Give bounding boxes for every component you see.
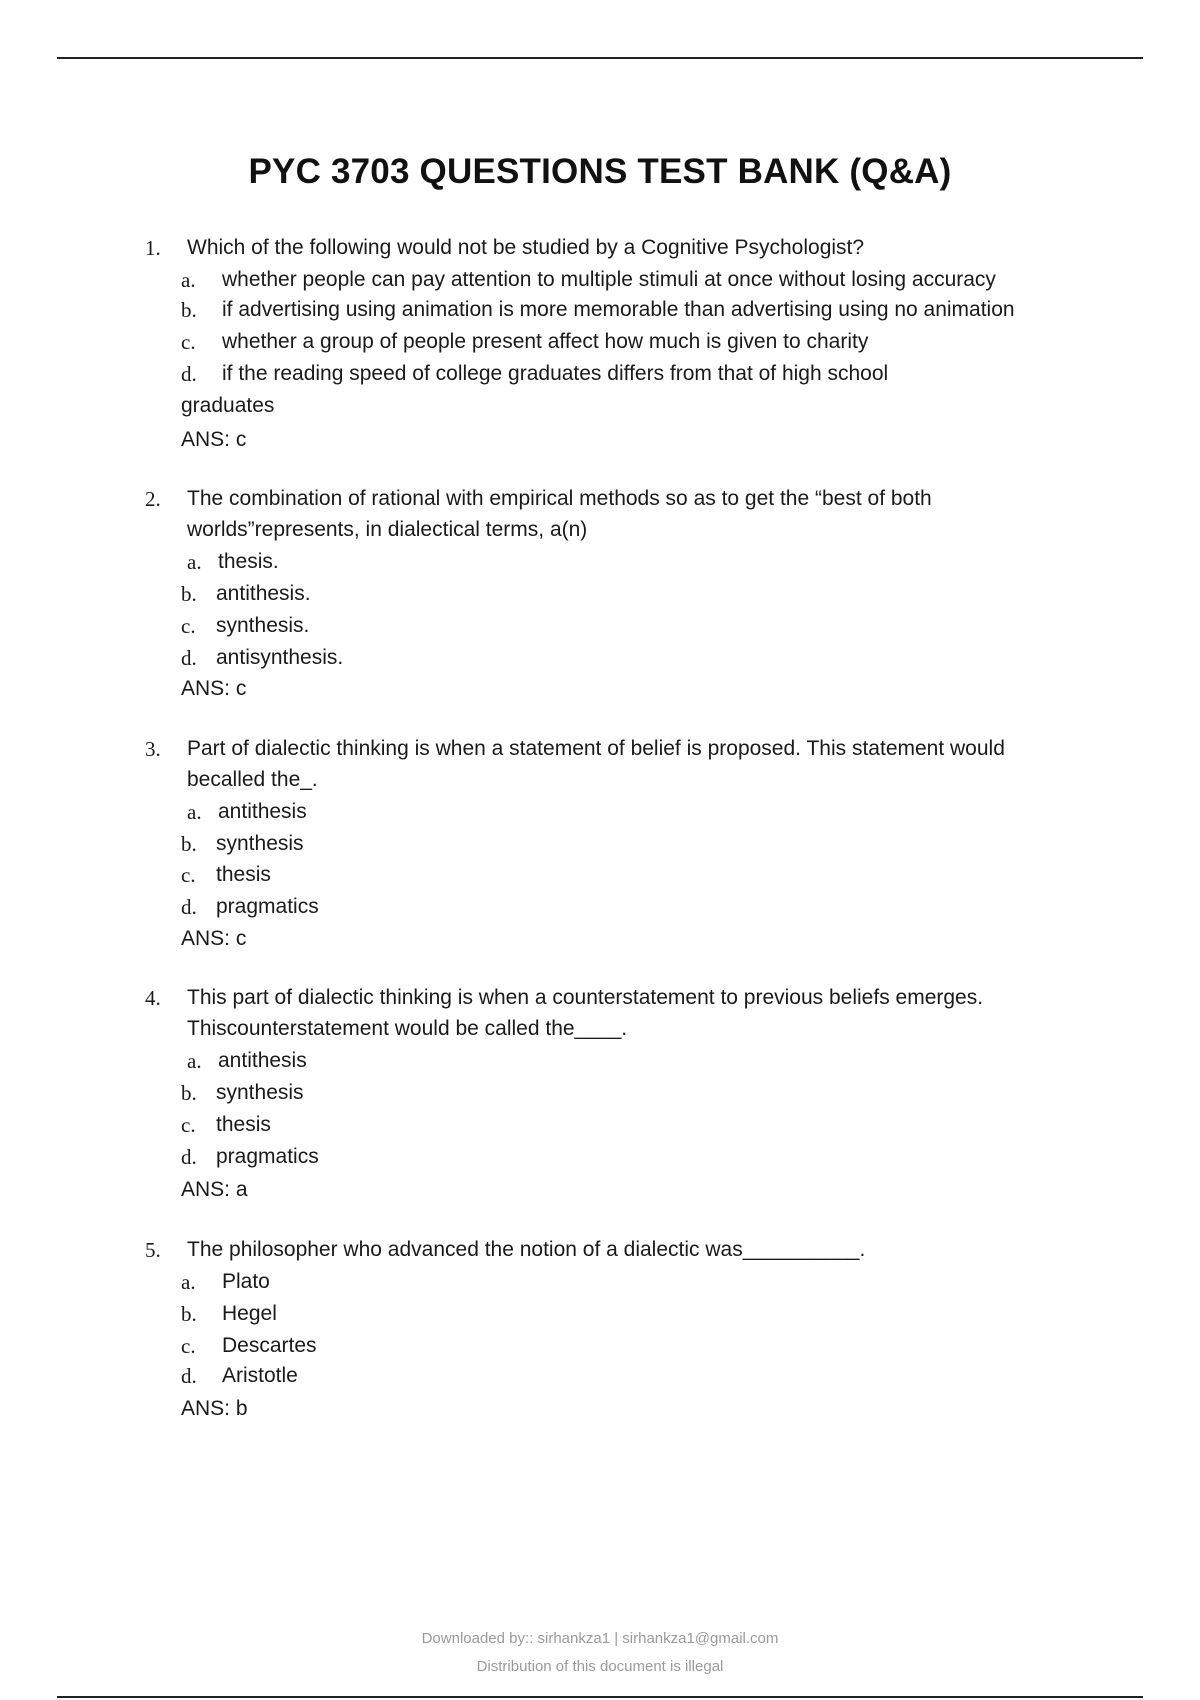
- option-text: antithesis: [218, 800, 307, 823]
- option-text: pragmatics: [216, 895, 319, 918]
- question-text: The philosopher who advanced the notion of a dialectic was__________.: [187, 1238, 866, 1261]
- option-letter: d.: [181, 895, 197, 919]
- question-text-continued: worlds”represents, in dialectical terms, a(n): [187, 518, 588, 541]
- answer-key: ANS: a: [181, 1178, 248, 1201]
- option-text: whether people can pay attention to multiple stimuli at once without losing accuracy: [222, 268, 996, 291]
- answer-key: ANS: c: [181, 927, 247, 950]
- option-text: Plato: [222, 1270, 270, 1293]
- question-text: This part of dialectic thinking is when a counterstatement to previous beliefs emerges.: [187, 986, 984, 1009]
- option-text: antisynthesis.: [216, 646, 344, 669]
- distribution-notice: Distribution of this document is illegal: [476, 1658, 724, 1675]
- option-letter: a.: [181, 268, 196, 292]
- answer-key: ANS: c: [181, 428, 247, 451]
- option-text: synthesis.: [216, 614, 310, 637]
- option-letter: d.: [181, 1364, 197, 1388]
- answer-key: ANS: b: [181, 1397, 248, 1420]
- option-letter: a.: [181, 1270, 196, 1294]
- option-letter: a.: [187, 1049, 202, 1073]
- option-letter: d.: [181, 646, 197, 670]
- option-text: thesis: [216, 863, 271, 886]
- option-letter: b.: [181, 582, 197, 606]
- answer-key: ANS: c: [181, 677, 247, 700]
- option-text: if advertising using animation is more memorable than advertising using no animation: [222, 298, 1015, 321]
- option-text: thesis.: [218, 550, 279, 573]
- option-letter: b.: [181, 832, 197, 856]
- question-text-continued: Thiscounterstatement would be called the____.: [187, 1017, 628, 1040]
- option-text: antithesis: [218, 1049, 307, 1072]
- option-letter: d.: [181, 1145, 197, 1169]
- question-text: The combination of rational with empirical methods so as to get the “best of both: [187, 487, 932, 510]
- option-text: Descartes: [222, 1334, 317, 1357]
- option-letter: c.: [181, 863, 196, 887]
- option-letter: b.: [181, 1302, 197, 1326]
- option-text: synthesis: [216, 832, 304, 855]
- page-title: PYC 3703 QUESTIONS TEST BANK (Q&A): [248, 152, 952, 191]
- question-text: Which of the following would not be studied by a Cognitive Psychologist?: [187, 236, 865, 259]
- option-text: antithesis.: [216, 582, 311, 605]
- question-number: 5.: [145, 1238, 161, 1262]
- option-text: Aristotle: [222, 1364, 298, 1387]
- option-text: pragmatics: [216, 1145, 319, 1168]
- question-text: Part of dialectic thinking is when a statement of belief is proposed. This statement would: [187, 737, 1005, 760]
- option-text: whether a group of people present affect how much is given to charity: [222, 330, 869, 353]
- top-rule: [57, 57, 1143, 59]
- option-letter: d.: [181, 362, 197, 386]
- question-number: 4.: [145, 986, 161, 1010]
- option-letter: b.: [181, 1081, 197, 1105]
- option-continuation: graduates: [181, 394, 275, 417]
- question-number: 2.: [145, 487, 161, 511]
- option-letter: c.: [181, 330, 196, 354]
- option-text: thesis: [216, 1113, 271, 1136]
- option-letter: c.: [181, 1334, 196, 1358]
- option-letter: a.: [187, 800, 202, 824]
- option-letter: c.: [181, 1113, 196, 1137]
- option-text: synthesis: [216, 1081, 304, 1104]
- question-text-continued: becalled the_.: [187, 768, 318, 791]
- option-letter: b.: [181, 298, 197, 322]
- option-text: if the reading speed of college graduates differs from that of high school: [222, 362, 889, 385]
- question-number: 1.: [145, 236, 161, 260]
- download-notice: Downloaded by:: sirhankza1 | sirhankza1@gmail.com: [421, 1630, 779, 1647]
- option-letter: c.: [181, 614, 196, 638]
- option-text: Hegel: [222, 1302, 277, 1325]
- question-number: 3.: [145, 737, 161, 761]
- option-letter: a.: [187, 550, 202, 574]
- bottom-rule: [57, 1696, 1143, 1698]
